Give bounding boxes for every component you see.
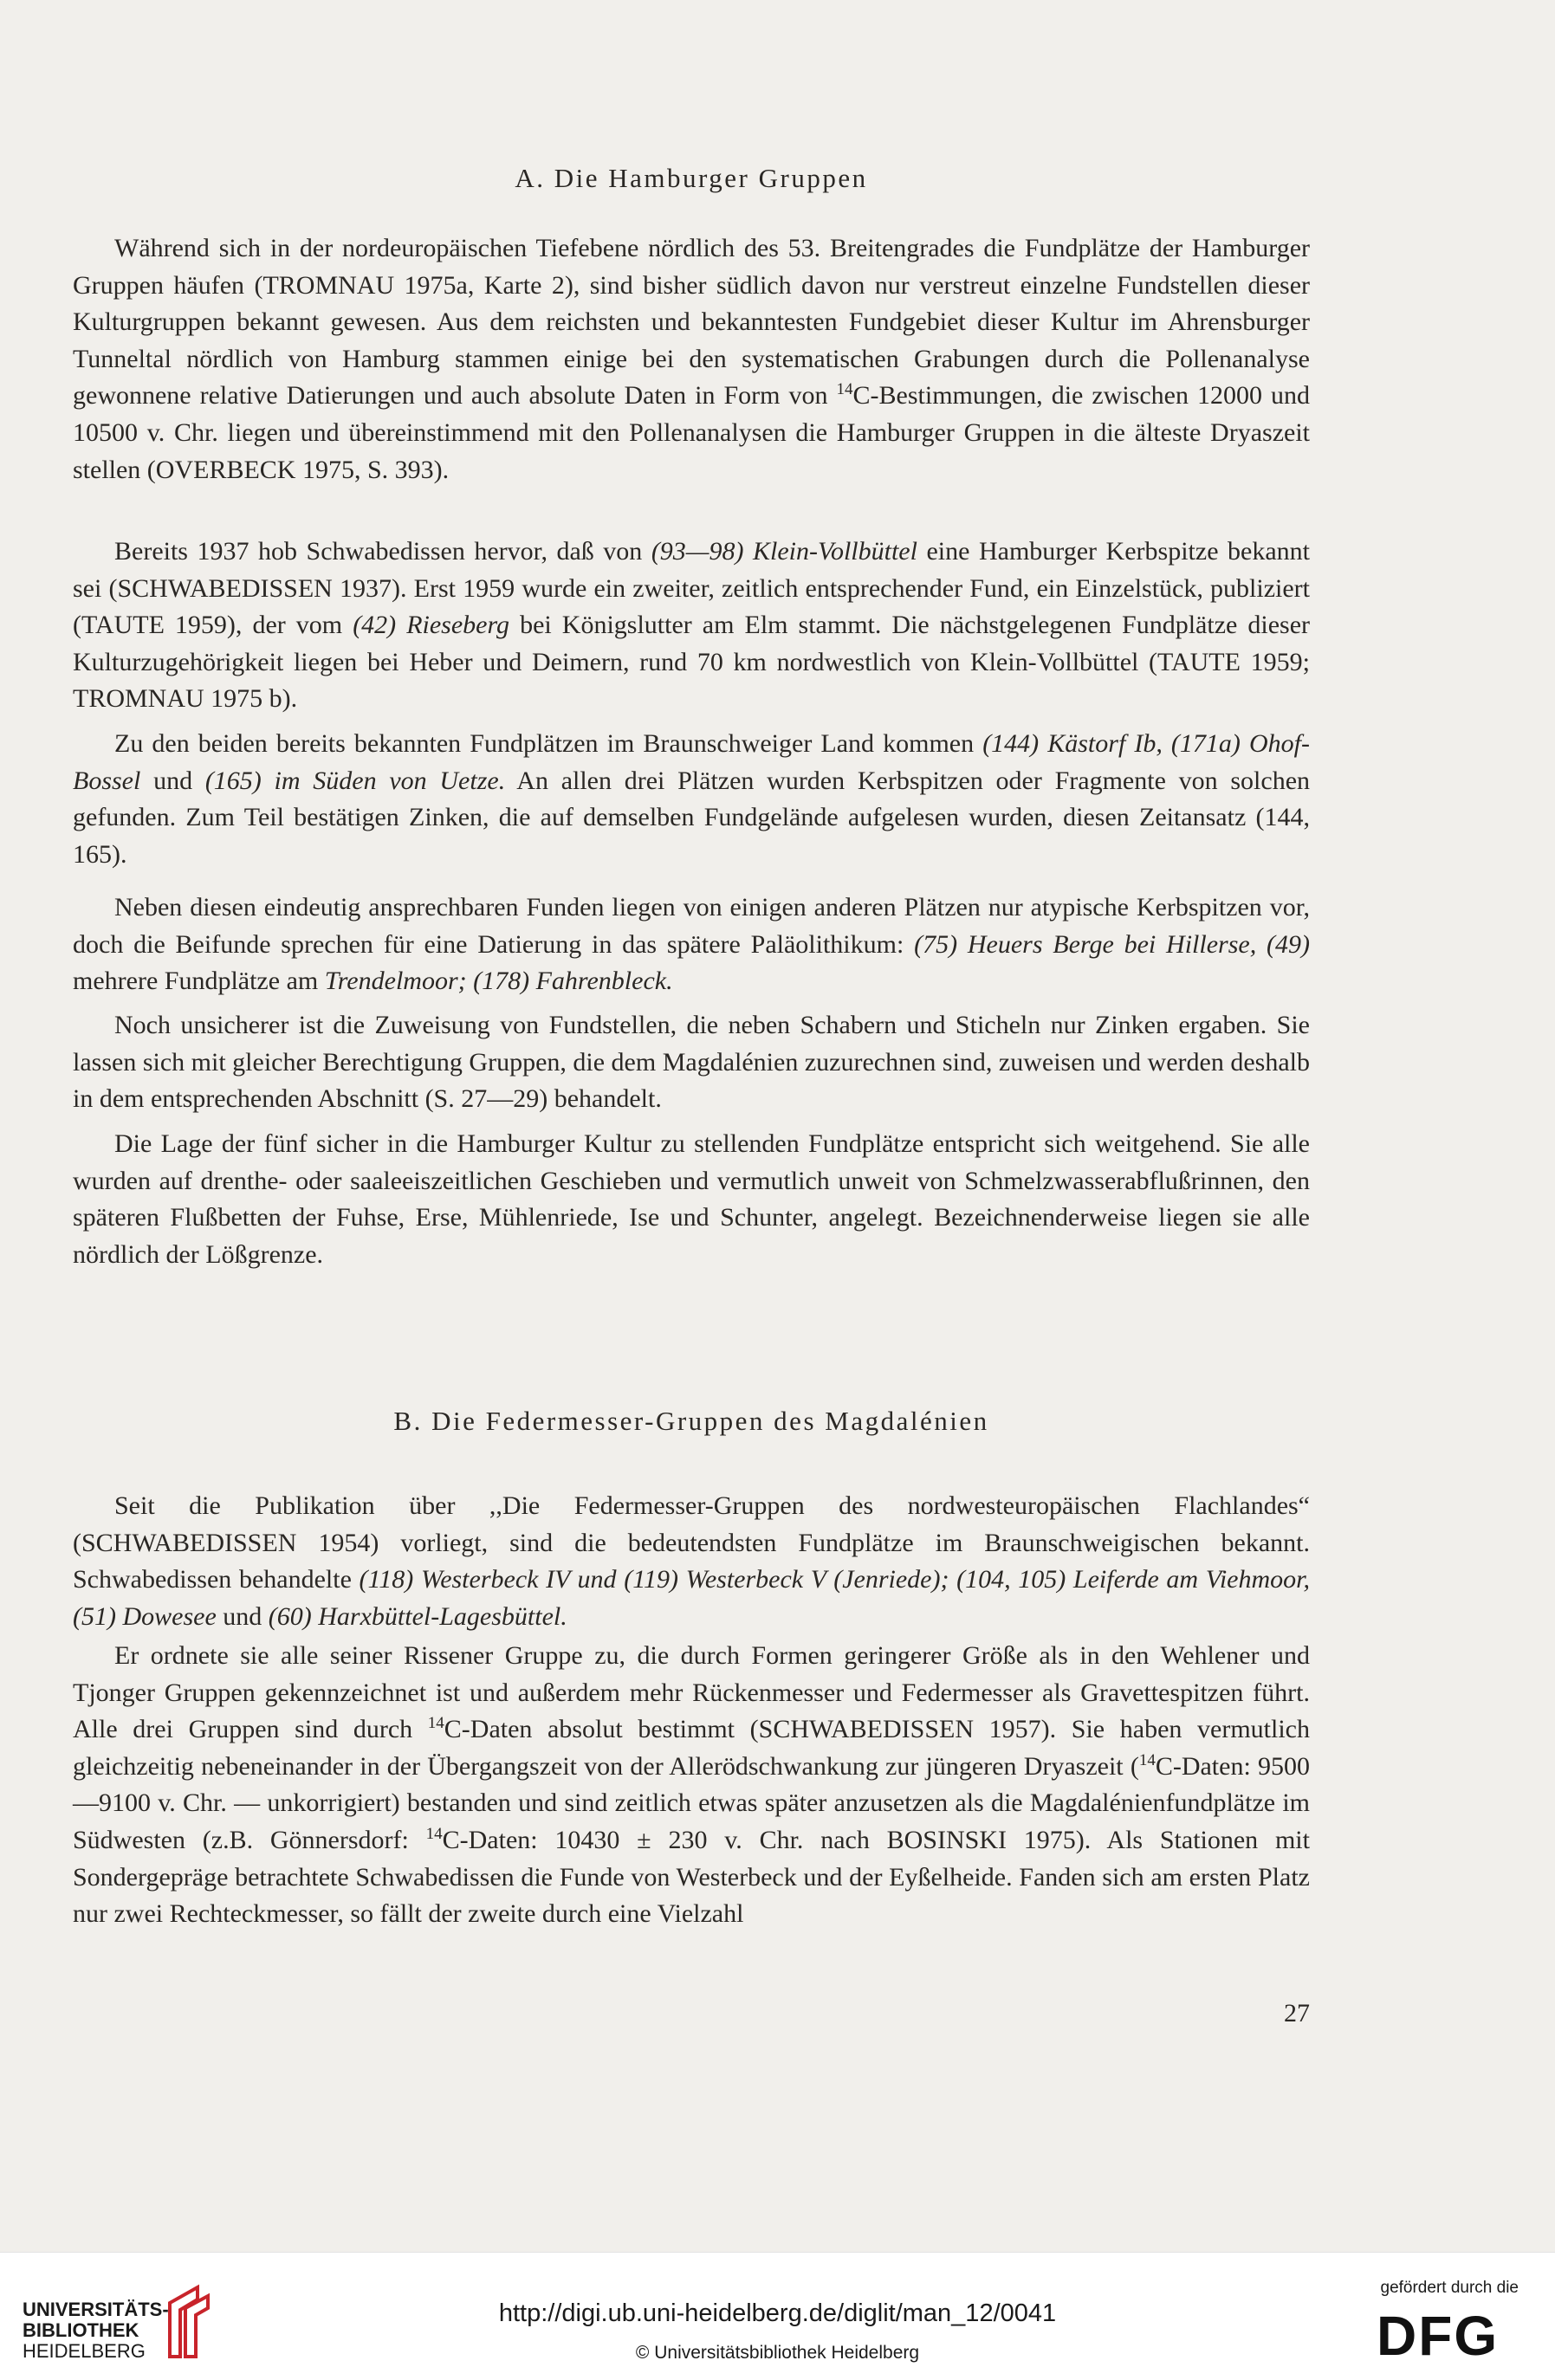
italic-site-name: Trendelmoor; (178) Fahrenbleck. — [324, 967, 673, 996]
paragraph-5 — [73, 1007, 1310, 1118]
paragraph-text: bei Königslutter am Elm stammt. Die nächstgelegenen Fundplätze dieser Kulturzugehörigkeit liegen bei Heber und Deimern, rund 70 km nordwestlich von Klein-Vollbüttel (TAUTE 1959; TROMNAU 1975 b). — [73, 611, 1310, 714]
italic-site-name: (144) Kästorf Ib, (171a) Ohof-Bossel — [73, 729, 1310, 795]
page-number: 27 — [1284, 1999, 1310, 2028]
superscript: 14 — [427, 1714, 444, 1733]
viewer-footer — [0, 2252, 1555, 2380]
paragraph-text: eine Hamburger Kerbspitze bekannt sei (SCHWABEDISSEN 1937). Erst 1959 wurde ein zweiter, zeitlich entsprechender Fund, ein Einzelstück, publiziert (TAUTE 1959), der vom — [73, 537, 1310, 640]
paragraph-text: Zu den beiden bereits bekannten Fundplätzen im Braunschweiger Land kommen — [114, 729, 983, 758]
paragraph-text: Bereits 1937 hob Schwabedissen hervor, daß von — [114, 537, 651, 566]
permalink-url[interactable]: http://digi.ub.uni-heidelberg.de/diglit/man_12/0041 — [498, 2299, 1057, 2327]
copyright-notice: © Universitätsbibliothek Heidelberg — [635, 2343, 920, 2363]
section-heading-b: B. Die Federmesser-Gruppen des Magdalénien — [393, 1406, 989, 1436]
funded-by-label: gefördert durch die — [1380, 2279, 1519, 2297]
italic-site-name: (165) im Süden von Uetze. — [204, 766, 506, 795]
italic-site-name: (75) Heuers Berge bei Hillerse, (49) — [914, 929, 1310, 959]
paragraph-text: Seit die Publikation über ,,Die Federmesser-Gruppen des nordwesteuropäischen Flachlandes“ (SCHWABEDISSEN 1954) vorliegt, sind die bedeutendsten Fundplätze im Braunschweigischen bekannt. Schwabedissen behandelte — [73, 1491, 1310, 1594]
superscript: 14 — [1138, 1750, 1156, 1769]
paragraph-text: mehrere Fundplätze am — [73, 967, 325, 996]
dfg-logo-text: DFG — [1377, 2306, 1500, 2360]
paragraph-text: An allen drei Plätzen wurden Kerbspitzen oder Fragmente von solchen gefunden. Zum Teil bestätigen Zinken, die auf demselben Fundgelände aufgelesen wurden, diesen Zeitansatz (144, 165). — [73, 766, 1311, 869]
italic-site-name: (93—98) Klein-Vollbüttel — [651, 537, 917, 566]
superscript: 14 — [425, 1824, 443, 1843]
paragraph-2 — [73, 534, 1310, 718]
library-name-line: BIBLIOTHEK — [23, 2319, 139, 2341]
paragraph-text: Die Lage der fünf sicher in die Hamburger Kultur zu stellenden Fundplätze entspricht sich weitgehend. Sie alle wurden auf drenthe- oder saaleeiszeitlichen Geschieben und vermutlich unweit von Schmelzwasserabflußrinnen, den späteren Flußbetten der Fuhse, Erse, Mühlenriede, Ise und Schunter, angelegt. Bezeichnenderweise liegen sie alle nördlich der Lößgrenze. — [73, 1129, 1310, 1269]
paragraph-text: C-Daten: 10430 ± 230 v. Chr. nach BOSINSKI 1975). Als Stationen mit Sondergepräge betrachtete Schwabedissen die Funde von Westerbeck und der Eyßelheide. Fanden sich am ersten Platz nur zwei Rechteckmesser, so fällt der zweite durch eine Vielzahl — [73, 1825, 1310, 1929]
paragraph-text: Während sich in der nordeuropäischen Tiefebene nördlich des 53. Breitengrades die Fundplätze der Hamburger Gruppen häufen (TROMNAU 1975a, Karte 2), sind bisher südlich davon nur verstreut einzelne Fundstellen dieser Kulturgruppen bekannt gewesen. Aus dem reichsten und bekanntesten Fundgebiet dieser Kultur im Ahrensburger Tunneltal nördlich von Hamburg stammen einige bei den systematischen Grabungen durch die Pollenanalyse gewonnene relative Datierungen und auch absolute Daten in Form von — [73, 234, 1310, 411]
paragraph-text: C-Daten absolut bestimmt (SCHWABEDISSEN 1957). Sie haben vermutlich gleichzeitig nebeneinander in der Übergangszeit von der Allerödschwankung zur jüngeren Dryaszeit ( — [73, 1715, 1310, 1781]
paragraph-text: Neben diesen eindeutig ansprechbaren Funden liegen von einigen anderen Plätzen nur atypische Kerbspitzen vor, doch die Beifunde sprechen für eine Datierung in das spätere Paläolithikum: — [73, 893, 1310, 959]
paragraph-4 — [73, 889, 1310, 1000]
italic-site-name: (60) Harxbüttel-Lagesbüttel. — [268, 1601, 567, 1631]
library-name-line: UNIVERSITÄTS- — [23, 2299, 169, 2320]
paragraph-text: C-Bestimmungen, die zwischen 12000 und 10500 v. Chr. liegen und übereinstimmend mit den Pollenanalysen die Hamburger Gruppen in die älteste Dryaszeit stellen (OVERBECK 1975, S. 393). — [73, 381, 1311, 484]
dfg-logo-icon[interactable] — [1377, 2306, 1524, 2360]
paragraph-text: Er ordnete sie alle seiner Rissener Gruppe zu, die durch Formen geringerer Größe als in den Wehlener und Tjonger Gruppen gekennzeichnet ist und außerdem mehr Rückenmesser und Federmesser als Gravettespitzen führt. Alle drei Gruppen sind durch — [73, 1641, 1310, 1744]
paragraph-text: Noch unsicherer ist die Zuweisung von Fundstellen, die neben Schabern und Sticheln nur Zinken ergaben. Sie lassen sich mit gleicher Berechtigung Gruppen, die dem Magdalénien zuzurechnen sind, zuweisen und werden deshalb in dem entsprechenden Abschnitt (S. 27—29) behandelt. — [73, 1011, 1310, 1114]
paragraph-text: und — [216, 1601, 269, 1631]
paragraph-text: C-Daten: 9500—9100 v. Chr. — unkorrigiert) bestanden und sind zeitlich etwas später anzusetzen als die Magdalénienfundplätze im Südwesten (z.B. Gönnersdorf: — [73, 1751, 1310, 1854]
paragraph-8 — [73, 1638, 1310, 1933]
italic-site-name: (118) Westerbeck IV und (119) Westerbeck V (Jenriede); (104, 105) Leiferde am Viehmoor, (51) Dowesee — [73, 1565, 1310, 1631]
paragraph-1 — [73, 230, 1310, 488]
library-name-line: HEIDELBERG — [23, 2340, 146, 2362]
paragraph-text: und — [140, 766, 205, 795]
section-heading-a: A. Die Hamburger Gruppen — [515, 163, 868, 193]
paragraph-3 — [73, 726, 1310, 873]
paragraph-6 — [73, 1126, 1310, 1273]
superscript: 14 — [836, 380, 853, 399]
italic-site-name: (42) Rieseberg — [353, 611, 510, 640]
paragraph-7 — [73, 1488, 1310, 1635]
